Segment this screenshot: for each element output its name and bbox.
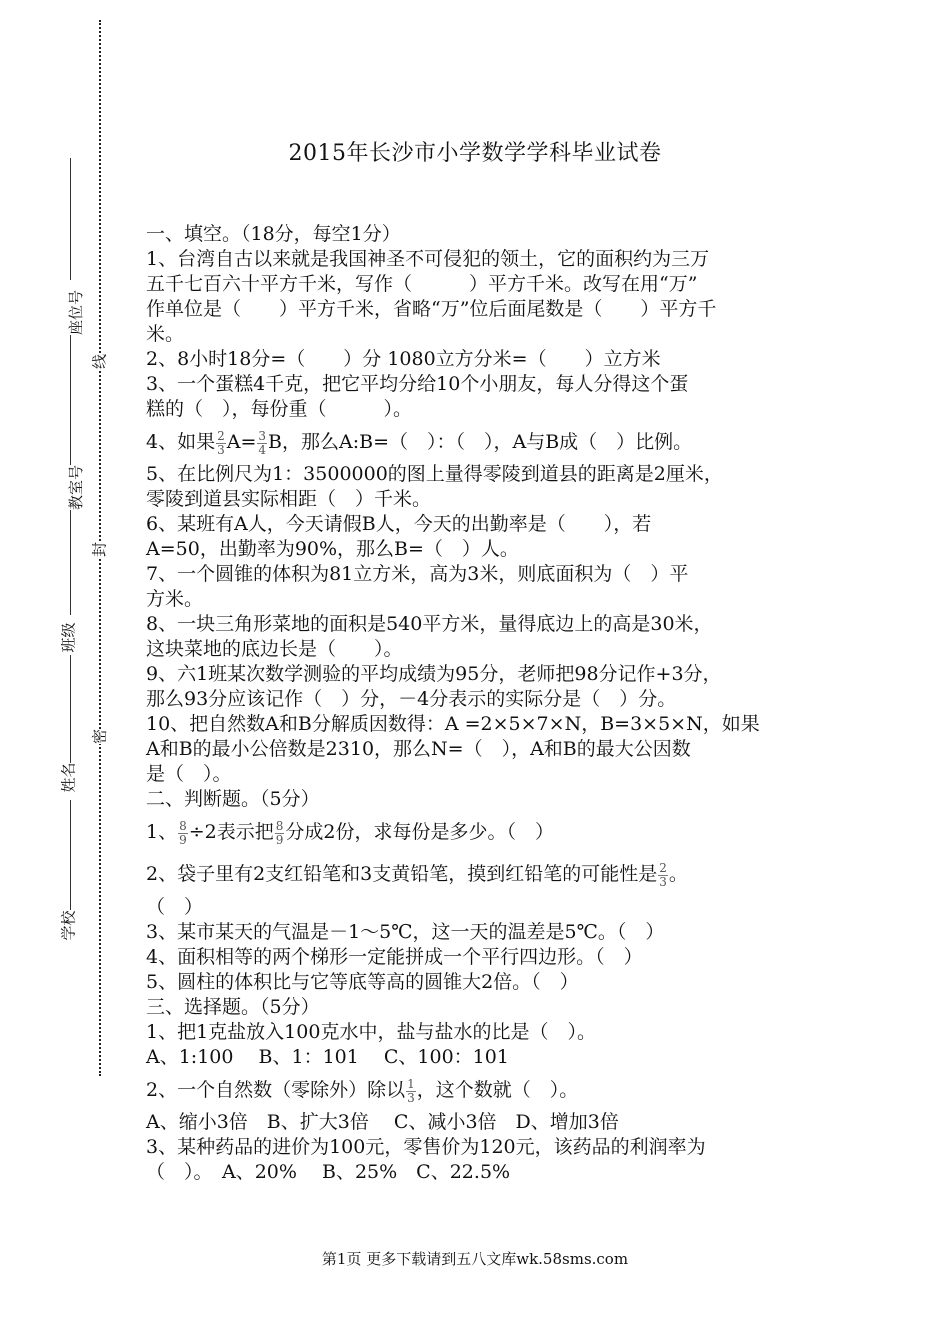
q2: 2、8小时18分=（ ）分 1080立方分米=（ ）立方米 [146,348,661,370]
q8-line2: 这块菜地的底边长是（ ）。 [146,638,403,660]
judge-q2 [146,857,826,891]
fraction-8-9 [275,820,285,847]
fraction-numerator: 3 [258,428,267,443]
judge-q3: 3、某市某天的气温是－1～5℃，这一天的温差是5℃。（ ） [146,921,665,943]
judge-q1-text-b: ÷2表示把 [188,821,274,843]
fraction-denominator: 9 [275,832,284,847]
judge-q5: 5、圆柱的体积比与它等底等高的圆锥大2倍。（ ） [146,971,579,993]
fraction-denominator: 4 [258,442,267,457]
q5-line2: 零陵到道县实际相距（ ）千米。 [146,488,432,510]
judge-q2-text-a: 2、袋子里有2支红铅笔和3支黄铅笔，摸到红铅笔的可能性是 [146,863,658,885]
judge-q2-answer: （ ） [146,896,204,918]
choice-q3-line2: （ ）。 A、20% B、25% C、22.5% [146,1161,511,1183]
fraction-denominator: 3 [407,1090,415,1105]
fraction-3-4 [257,430,267,457]
choice-q2 [146,1073,826,1107]
q1-line2: 五千七百六十平方千米，写作（ ）平方千米。改写在用“万” [146,273,698,295]
choice-q1-options: A、1:100 B、1：101 C、100：101 [146,1046,509,1068]
judge-q4: 4、面积相等的两个梯形一定能拼成一个平行四边形。（ ） [146,946,643,968]
q4-text-a: 4、如果 [146,431,216,453]
q1-line4: 米。 [146,323,185,345]
page-footer: 第1页 更多下载请到五八文库wk.58sms.com [321,1250,629,1268]
fraction-numerator: 1 [407,1076,415,1091]
judge-q1-text-c: 分成2份，求每份是多少。（ ） [285,821,554,843]
field-seat-number: 座位号 [67,289,86,336]
binding-mark-secret: 密 [90,728,109,745]
section2-heading: 二、判断题。（5分） [146,788,320,810]
choice-q2-text-b: ，这个数就（ ）。 [416,1079,579,1101]
q7-line2: 方米。 [146,588,204,610]
choice-q1: 1、把1克盐放入100克水中，盐与盐水的比是（ ）。 [146,1021,596,1043]
q4 [146,425,826,459]
q7-line1: 7、一个圆锥的体积为81立方米，高为3米，则底面积为（ ）平 [146,563,689,585]
q4-text-c: B，那么A:B=（ ）：（ ），A与B成（ ）比例。 [268,431,693,453]
fraction-1-3 [406,1078,416,1105]
exam-content [146,222,826,1185]
judge-q1-text-a: 1、 [146,821,178,843]
judge-q2-text-b: 。 [668,863,688,885]
fraction-numerator: 2 [659,860,667,875]
q10-line1: 10、把自然数A和B分解质因数得：A =2×5×7×N，B=3×5×N，如果 [146,713,760,735]
choice-q2-text-a: 2、一个自然数（零除外）除以 [146,1079,406,1101]
fraction-numerator: 8 [275,818,284,833]
choice-q2-options: A、缩小3倍 B、扩大3倍 C、减小3倍 D、增加3倍 [146,1111,619,1133]
q9-line1: 9、六1班某次数学测验的平均成绩为95分，老师把98分记作+3分， [146,663,722,685]
q10-line3: 是（ ）。 [146,763,232,785]
binding-mark-line: 线 [90,353,109,370]
q8-line1: 8、一块三角形菜地的面积是540平方米，量得底边上的高是30米， [146,613,713,635]
q3-line2: 糕的（ ），每份重（ ）。 [146,398,413,420]
fraction-8-9 [178,820,188,847]
field-line-seat [70,158,71,280]
q6-line1: 6、某班有A人，今天请假B人，今天的出勤率是（ ），若 [146,513,652,535]
q1-line1: 1、台湾自古以来就是我国神圣不可侵犯的领土，它的面积约为三万 [146,248,710,270]
field-line-room [70,335,71,465]
fraction-2-3 [216,430,226,457]
binding-mark-seal: 封 [90,541,109,558]
field-school: 学校 [59,910,78,941]
field-class: 班级 [59,622,78,653]
q6-line2: A=50，出勤率为90%，那么B=（ ）人。 [146,538,519,560]
q4-text-b: A= [226,431,257,453]
field-room-number: 教室号 [67,464,86,511]
q3-line1: 3、一个蛋糕4千克，把它平均分给10个小朋友，每人分得这个蛋 [146,373,689,395]
fraction-denominator: 3 [659,874,667,889]
q1-line3: 作单位是（ ）平方千米，省略“万”位后面尾数是（ ）平方千 [146,298,717,320]
fraction-denominator: 9 [179,832,187,847]
page-title: 2015年长沙市小学数学学科毕业试卷 [288,141,662,166]
q9-line2: 那么93分应该记作（ ）分，－4分表示的实际分是（ ）分。 [146,688,677,710]
fraction-2-3 [658,862,668,889]
fraction-numerator: 8 [179,818,187,833]
judge-q1 [146,815,826,849]
field-line-name [70,655,71,763]
section3-heading: 三、选择题。（5分） [146,996,320,1018]
section1-heading: 一、填空。（18分，每空1分） [146,223,401,245]
field-name: 姓名 [59,762,78,793]
q5-line1: 5、在比例尺为1：3500000的图上量得零陵到道县的距离是2厘米， [146,463,723,485]
field-line-school [70,800,71,910]
field-line-class [70,510,71,615]
fraction-denominator: 3 [217,442,225,457]
q10-line2: A和B的最小公倍数是2310，那么N=（ ），A和B的最大公因数 [146,738,691,760]
fraction-numerator: 2 [217,428,225,443]
choice-q3-line1: 3、某种药品的进价为100元，零售价为120元，该药品的利润率为 [146,1136,706,1158]
